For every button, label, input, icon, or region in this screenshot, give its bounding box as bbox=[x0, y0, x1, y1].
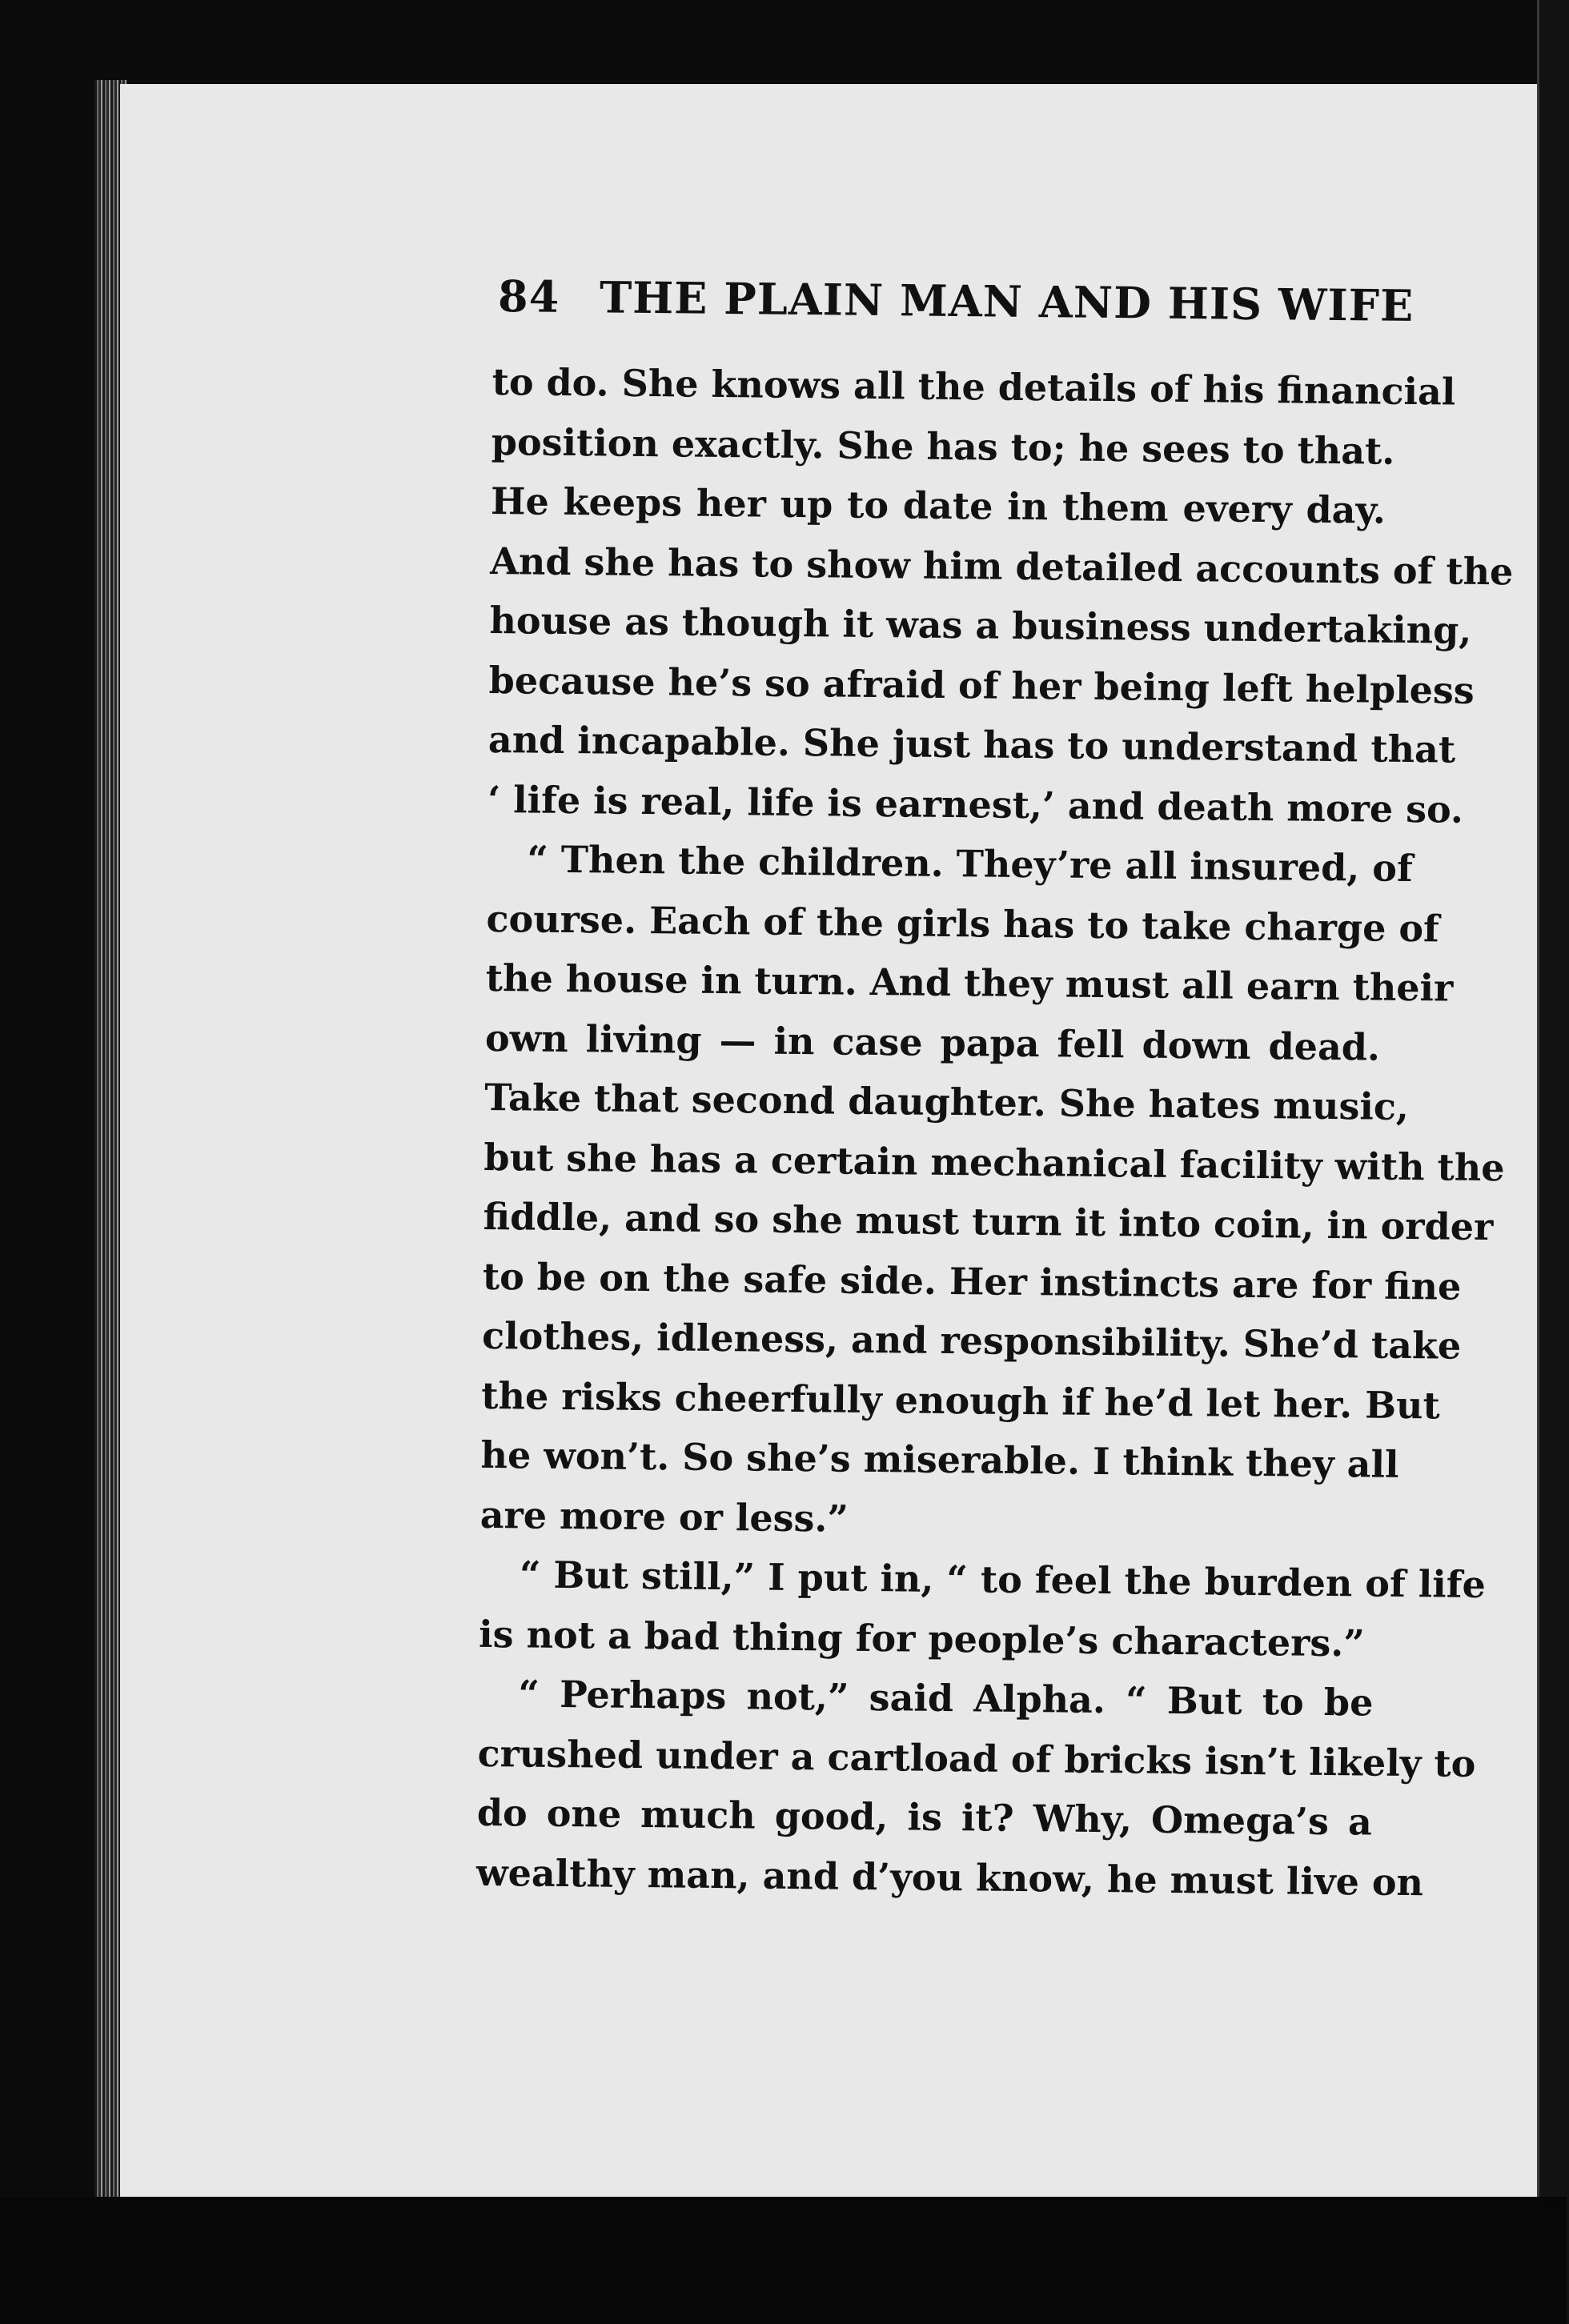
page-number: 84 bbox=[497, 270, 560, 323]
text-line: “ But still,” I put in, “ to feel the burden of life bbox=[519, 1553, 1487, 1607]
scan-bottom-border bbox=[0, 2197, 1567, 2324]
text-line: clothes, idleness, and responsibility. She’d take bbox=[481, 1313, 1462, 1368]
running-title: THE PLAIN MAN AND HIS WIFE bbox=[599, 271, 1415, 331]
text-line: And she has to show him detailed accounts of the bbox=[489, 539, 1514, 593]
text-line: “ Then the children. They’re all insured, of bbox=[527, 837, 1414, 891]
text-line: own living — in case papa fell down dead. bbox=[484, 1016, 1381, 1069]
text-line: course. Each of the girls has to take charge of bbox=[486, 896, 1440, 950]
text-line: position exactly. She has to; he sees to that. bbox=[491, 419, 1395, 473]
body-text bbox=[476, 352, 1514, 1994]
text-line: are more or less.” bbox=[480, 1493, 849, 1541]
text-line: do one much good, is it? Why, Omega’s a bbox=[476, 1790, 1373, 1844]
text-line: the house in turn. And they must all earn their bbox=[485, 956, 1454, 1010]
text-line: because he’s so afraid of her being left helpless bbox=[488, 658, 1475, 712]
text-line: the risks cheerfully enough if he’d let her. But bbox=[481, 1373, 1441, 1427]
text-line: fiddle, and so she must turn it into coin, in order bbox=[483, 1194, 1494, 1249]
right-page-edge bbox=[1537, 0, 1569, 2324]
text-line: wealthy man, and d’you know, he must live on bbox=[476, 1850, 1424, 1904]
text-line: to be on the safe side. Her instincts are for fine bbox=[482, 1254, 1462, 1308]
text-line: Take that second daughter. She hates music, bbox=[484, 1075, 1410, 1129]
text-line: “ Perhaps not,” said Alpha. “ But to be bbox=[518, 1672, 1374, 1725]
text-line: to do. She knows all the details of his financial bbox=[492, 359, 1456, 414]
text-line: ‘ life is real, life is earnest,’ and death more so. bbox=[487, 777, 1464, 831]
text-line: He keeps her up to date in them every day. bbox=[490, 479, 1386, 532]
text-line: is not a bad thing for people’s characters.” bbox=[478, 1612, 1366, 1665]
text-line: and incapable. She just has to understand that bbox=[488, 717, 1456, 771]
text-line: he won’t. So she’s miserable. I think they all bbox=[480, 1432, 1399, 1486]
text-line: but she has a certain mechanical facility with the bbox=[484, 1135, 1505, 1189]
text-line: crushed under a cartload of bricks isn’t likely to bbox=[477, 1731, 1476, 1785]
running-header bbox=[497, 270, 1415, 344]
text-line: house as though it was a business undertaking, bbox=[489, 598, 1472, 652]
